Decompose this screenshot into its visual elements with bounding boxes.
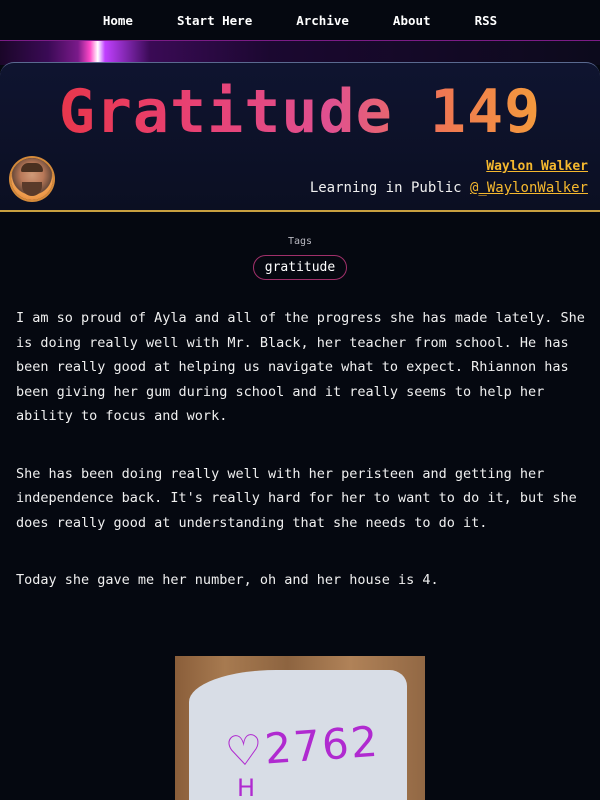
page-title: Gratitude 149 bbox=[0, 77, 600, 147]
author-name-link[interactable]: Waylon Walker bbox=[486, 159, 588, 174]
twitter-handle-link[interactable]: @_WaylonWalker bbox=[469, 180, 588, 196]
post-photo bbox=[175, 656, 425, 800]
avatar-beard bbox=[22, 182, 42, 196]
paragraph: She has been doing really well with her peristeen and getting her independence back. It's really hard for her to want to do it, but she does really good at understanding that she needs to do it. bbox=[16, 465, 577, 531]
nav-home-link[interactable]: Home bbox=[102, 12, 133, 28]
avatar[interactable] bbox=[11, 158, 53, 200]
paragraph: Today she gave me her number, oh and her house is 4. bbox=[16, 572, 439, 588]
handwritten-house: H bbox=[237, 774, 256, 800]
paragraph: I am so proud of Ayla and all of the progress she has made lately. She is doing really well with Mr. Black, her teacher from school. He has been really good at helping us navigate what to expect. Rhiannon has been giving her gum during school and it really seems to help her ability to focus and work. bbox=[16, 310, 585, 424]
author-tagline bbox=[310, 180, 588, 196]
hero-header bbox=[0, 62, 600, 212]
top-nav bbox=[0, 0, 600, 40]
avatar-hair bbox=[21, 163, 43, 172]
nav-rss-link[interactable]: RSS bbox=[474, 12, 498, 28]
tag-gratitude[interactable]: gratitude bbox=[253, 255, 347, 280]
nav-archive-link[interactable]: Archive bbox=[296, 12, 349, 28]
tags-section bbox=[0, 236, 600, 280]
tagline-text: Learning in Public bbox=[309, 180, 462, 196]
handwritten-number: ♡2762 bbox=[223, 716, 382, 777]
nav-start-here-link[interactable]: Start Here bbox=[176, 12, 253, 28]
nav-about-link[interactable]: About bbox=[392, 12, 431, 28]
post-content bbox=[16, 306, 586, 626]
tags-label: Tags bbox=[287, 236, 313, 247]
